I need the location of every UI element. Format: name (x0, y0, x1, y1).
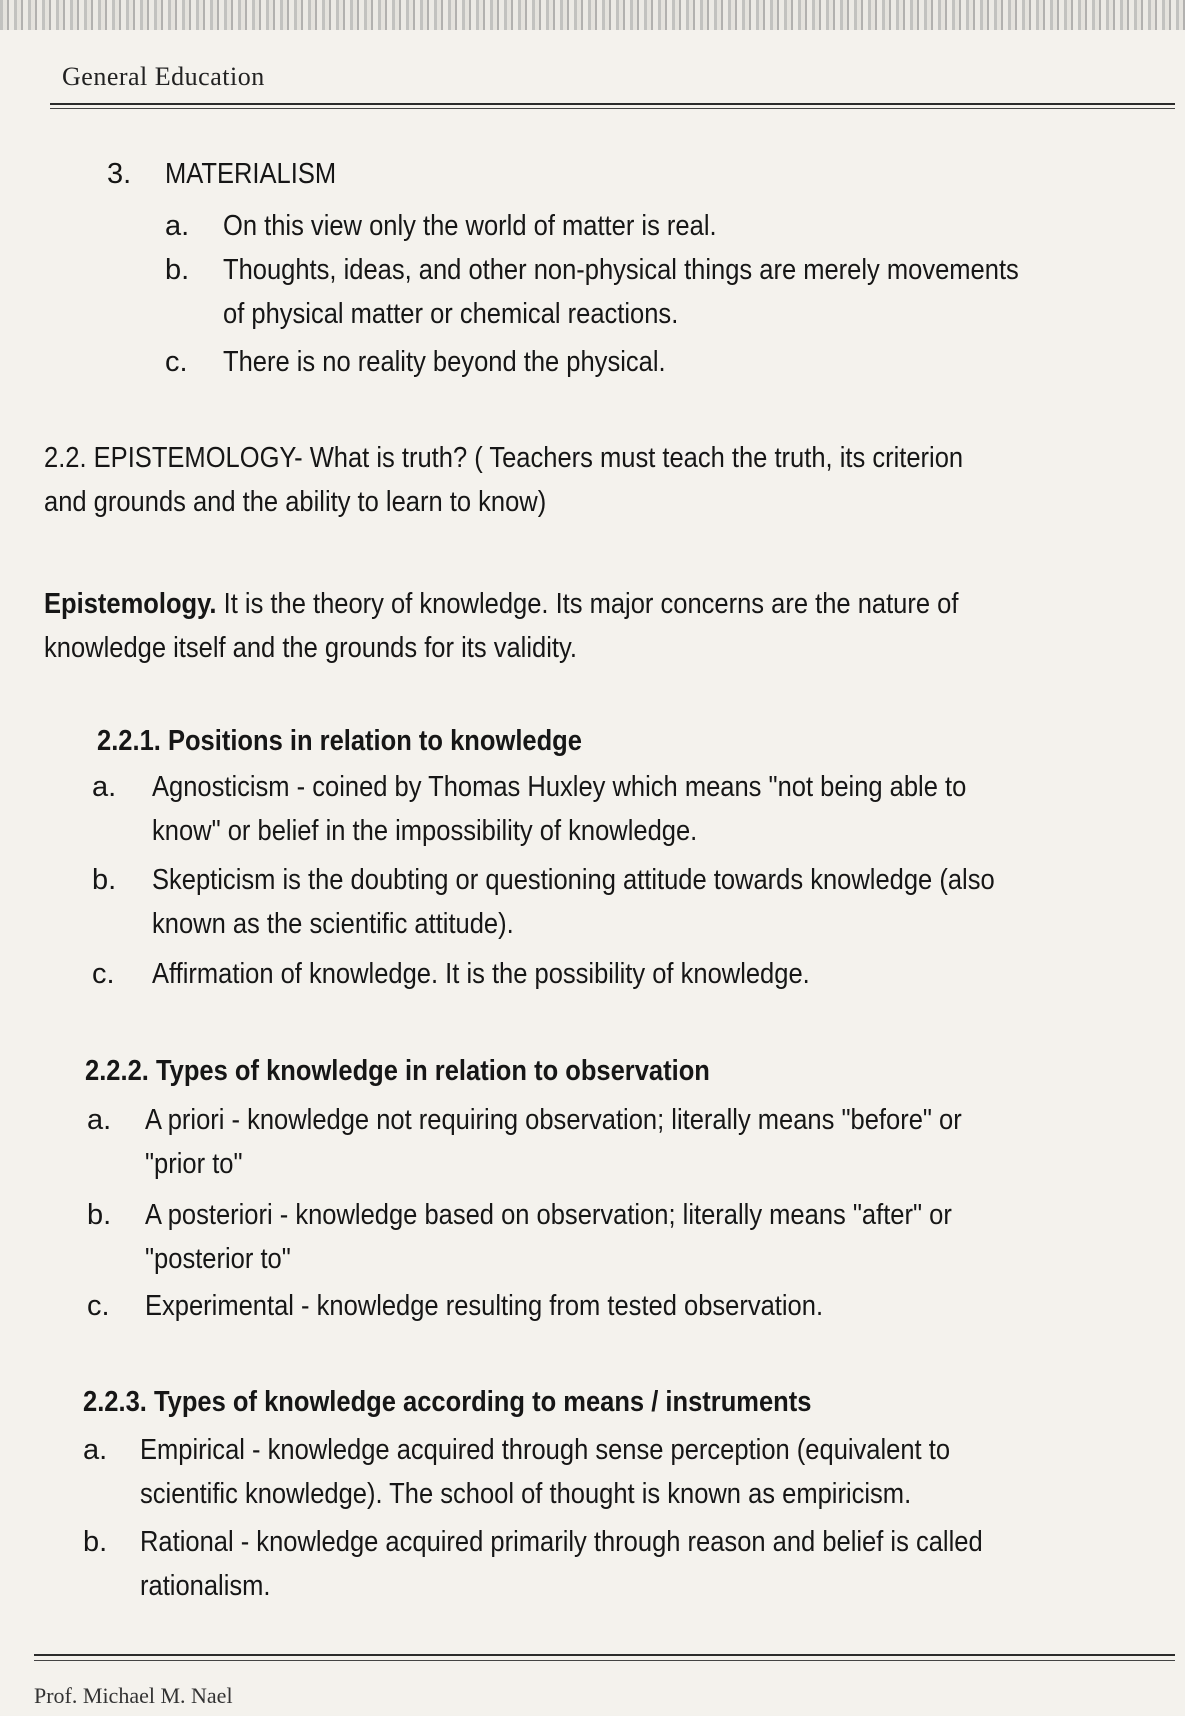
epistemology-title: EPISTEMOLOGY (93, 442, 295, 474)
s3-item-a: Empirical - knowledge acquired through sense perception (equivalent to scientific knowledge). The school of thought is known as empiricism. (140, 1434, 951, 1510)
s3-item-b: Rational - knowledge acquired primarily through reason and belief is called rationalism. (140, 1526, 983, 1602)
s3-item-b-label: b. (83, 1526, 108, 1558)
materialism-item-a (223, 204, 784, 248)
materialism-item-b (223, 248, 1127, 336)
s2-item-b-label: b. (87, 1199, 112, 1231)
section-heading-2-2-2: 2.2.2. Types of knowledge in relation to observation (85, 1055, 710, 1087)
s1-item-b-label: b. (92, 864, 117, 896)
materialism-item-c (223, 340, 726, 384)
s2-item-a-label: a. (87, 1104, 112, 1136)
scan-noise-strip (0, 0, 1185, 30)
epistemology-question: - What is truth? ( Teachers must teach the truth, its criterion (294, 442, 964, 474)
materialism-number: 3. (107, 158, 132, 190)
s1-item-c-label: c. (92, 958, 115, 990)
epistemology-heading-line-2: and grounds and the ability to learn to know) (44, 486, 547, 518)
materialism-item-b-line-1: Thoughts, ideas, and other non-physical things are merely movements (223, 254, 1019, 286)
section-heading-2-2-1: 2.2.1. Positions in relation to knowledge (97, 725, 582, 757)
s2-item-a: A priori - knowledge not requiring observation; literally means "before" or "prior to" (145, 1104, 962, 1180)
s3-item-a-label: a. (83, 1434, 108, 1466)
header-rule-thin (50, 108, 1175, 109)
epistemology-number: 2.2. (44, 442, 87, 474)
materialism-item-c-label: c. (165, 346, 188, 378)
s2-item-b: A posteriori - knowledge based on observation; literally means "after" or "posterior to" (145, 1199, 952, 1275)
materialism-item-c-line-1: There is no reality beyond the physical. (223, 346, 666, 378)
materialism-title: MATERIALISM (165, 158, 337, 190)
header-rule (50, 103, 1175, 105)
header-title: General Education (62, 62, 265, 91)
s1-item-c: Affirmation of knowledge. It is the possibility of knowledge. (152, 958, 810, 990)
epistemology-heading (44, 436, 1088, 480)
materialism-item-b-label: b. (165, 254, 190, 286)
s1-item-b: Skepticism is the doubting or questioning attitude towards knowledge (also known as the scientific attitude). (152, 864, 995, 940)
materialism-item-a-line-1: On this view only the world of matter is real. (223, 210, 717, 242)
materialism-item-a-label: a. (165, 210, 190, 242)
definition-term: Epistemology. (44, 588, 217, 620)
s2-item-c-label: c. (87, 1290, 110, 1322)
s1-item-a: Agnosticism - coined by Thomas Huxley which means "not being able to know" or belief in the impossibility of knowledge. (152, 771, 967, 847)
definition-line-1: It is the theory of knowledge. Its major concerns are the nature of (216, 588, 959, 620)
footer-author: Prof. Michael M. Nael (34, 1683, 233, 1708)
s2-item-c: Experimental - knowledge resulting from tested observation. (145, 1290, 824, 1322)
section-heading-2-2-3: 2.2.3. Types of knowledge according to means / instruments (83, 1386, 812, 1418)
footer-rule (34, 1654, 1175, 1656)
s1-item-a-label: a. (92, 771, 117, 803)
materialism-item-b-line-2: of physical matter or chemical reactions. (223, 298, 679, 330)
definition-line-2: knowledge itself and the grounds for its validity. (44, 632, 577, 664)
footer-rule-thin (34, 1660, 1175, 1661)
epistemology-definition (44, 582, 1083, 626)
